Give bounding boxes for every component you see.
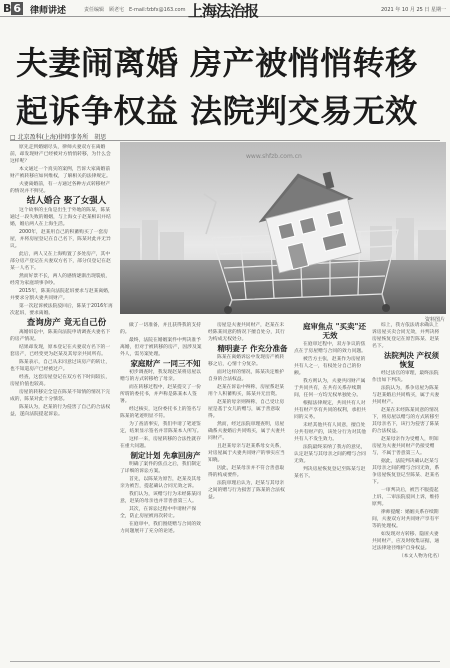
- body-paragraph: 我们认为，该赠与行为未经陈某同意，赵某的母亲也并非善意第三人。: [120, 492, 201, 504]
- body-paragraph: 而在转移过程中，赵某提交了一份所谓的委托书，并声称是陈某本人签署。: [120, 385, 201, 404]
- body-paragraph: 明确了案件的焦点之后，我们制定了详细的诉讼方案。: [120, 462, 201, 474]
- page-header: [0, 0, 450, 20]
- photo-credit: 资料图片: [424, 317, 445, 323]
- body-paragraph: 最终，法院在婚姻案件中判决准予离婚，但对于被转移的房产，因涉及案外人，需另案处理。: [120, 338, 202, 357]
- article-column-5: [372, 322, 442, 656]
- body-paragraph: 陈某表示，自己从未同意过该房产的转让，也不知道房产已经被过户。: [10, 360, 111, 372]
- body-paragraph: 然而好景不长，两人的感情逐渐出现裂痕，经常为家庭琐事争吵。: [10, 274, 111, 286]
- body-paragraph: 面对这样的情况，陈某决定维护自身的合法权益。: [208, 370, 285, 382]
- body-paragraph: 在庭审过程中，双方争议的焦点在于房屋赠与合同的效力问题。: [294, 342, 366, 354]
- article-column-2: [120, 322, 202, 656]
- body-paragraph: 律师提醒：婚姻关系存续期间，夫妻双方对共同财产享有平等的处理权。: [372, 510, 440, 529]
- body-paragraph: 法院认为，系争房屋为陈某与赵某婚后共同购买，属于夫妻共同财产。: [372, 386, 440, 405]
- body-paragraph: 然而，经过法院审理查明，房屋确系夫妻婚后共同购买，属于夫妻共同财产。: [208, 422, 285, 441]
- body-paragraph: 房屋是夫妻共同财产，赵某在未经陈某同意的情况下擅自处分，其行为构成无权处分。: [208, 323, 285, 342]
- publication-date: 2021 年 10 月 25 日 星期一: [381, 7, 446, 13]
- headline-line-2: 起诉争权益 法院判交易无效: [16, 92, 418, 130]
- body-paragraph: 2015年，陈某向法院起诉要求与赵某离婚，并要求分割夫妻共同财产。: [10, 289, 113, 301]
- body-paragraph: 因此，赵某母亲并不符合善意取得的构成要件。: [208, 466, 285, 478]
- house-cart-photo: [120, 142, 446, 314]
- body-paragraph: 此后，两人又在上海购置了多处房产，其中部分房产登记在夫妻双方名下，部分仅登记在赵某一人名下。: [10, 252, 111, 271]
- body-paragraph: 2000年，赵某用自己的积蓄购买了一套房屋，并将房屋登记在自己名下，陈某对此并无异议。: [10, 230, 111, 249]
- footer-rule: [10, 661, 440, 665]
- subheading: 庭审焦点 "买卖"还无效: [303, 322, 366, 340]
- subheading: 精明妻子 作充分准备: [217, 344, 288, 353]
- body-paragraph: 法院审理后认为，赵某与其母亲之间的赠与行为损害了陈某的合法权益。: [208, 481, 285, 500]
- body-paragraph: 其次，在诉讼过程中申请财产保全，防止房屋被再次转让。: [120, 507, 197, 519]
- body-paragraph: 如发现对方转移、隐匿夫妻共同财产，应及时收集证据，通过法律途径维护自身权益。: [372, 532, 440, 551]
- subheading: 结人婚合 娶了女强人: [26, 196, 107, 206]
- body-paragraph: 判决房屋恢复登记至陈某与赵某名下。: [294, 467, 366, 479]
- body-paragraph: 经过核实，这份委托书上的签名与陈某的笔迹明显不符。: [120, 407, 201, 419]
- body-paragraph: 房屋的转移完全是在陈某不知情的情况下完成的，陈某对此十分愤怒。: [10, 390, 111, 402]
- body-paragraph: 陈某认为，赵某的行为侵害了自己的合法权益，遂向法院提起诉讼。: [10, 405, 111, 417]
- lead-paragraph: 本文通过一个真实的案例，告诉大家离婚前财产被转移应如何维权，了解相关的法律规定。: [10, 167, 111, 179]
- article-column-1: [10, 144, 114, 656]
- subheading: 法院判决 产权须恢复: [383, 351, 440, 369]
- lead-paragraph: 原先走到婚姻尽头，律师夫妻双方在离婚前，却发现财产已经被对方悄悄转移，为什么会这样呢？: [10, 145, 111, 164]
- lead-paragraph: 夫妻离婚前，有一方通过各种方式转移财产的情况并不鲜见。: [10, 182, 111, 194]
- body-paragraph: 首先，以陈某为原告，赵某及其母亲为被告，提起确认合同无效之诉。: [120, 477, 201, 489]
- body-paragraph: 离婚诉讼中，陈某向法院申请调查夫妻名下的房产情况。: [10, 330, 111, 342]
- headline-line-1: 夫妻闹离婚 房产被悄悄转移: [16, 44, 418, 82]
- body-paragraph: 这个故事的主角是出生于外地的陈某，陈某通过一段失败的婚姻，与上海女子赵某相识并结婚，婚后两人在上海生活。: [10, 208, 111, 227]
- body-paragraph: 经查，这套房屋登记在双方名下时间较长，房屋价值也较高。: [10, 375, 111, 387]
- article-column-3: [208, 322, 288, 656]
- masthead-logo: 上海法治报: [188, 2, 259, 20]
- body-paragraph: 赵某母亲作为受赠人，明知房屋为夫妻共同财产仍接受赠与，不属于善意第三人。: [372, 437, 439, 456]
- editor-info: 责任编辑 顾老宅 E-mail:fzbfx@163.com: [84, 7, 186, 13]
- body-paragraph: 经过法官的审理，最终法院作出如下判决。: [372, 371, 439, 383]
- body-paragraph: 为了查清事实，我们申请了笔迹鉴定，结果显示签名并非陈某本人所写。: [120, 422, 202, 434]
- body-paragraph: 且赵某母亲与赵某系母女关系，对房屋属于夫妻共同财产的事实应当知晓。: [208, 444, 285, 463]
- article-signature: （本文人物为化名）: [398, 554, 442, 559]
- body-paragraph: 未经其他共有人同意，擅自处分共有财产的，该处分行为对其他共有人不发生效力。: [294, 423, 366, 442]
- body-paragraph: 陈某在离婚诉讼中发现房产被转移之后，心情十分复杂。: [208, 355, 285, 367]
- body-paragraph: 综上，我方依法请求确认上诉房屋买卖合同无效，并判决将房屋恢复登记在原告陈某、赵某名下。: [372, 323, 440, 349]
- subheading: 查询房产 竟无自己份: [26, 318, 107, 328]
- body-paragraph: 初步调查时，我发现赵某将房屋以赠与的方式转移给了母亲。: [120, 370, 201, 382]
- section-title: 律师讲述: [30, 6, 67, 16]
- body-paragraph: 赵某的母亲则辩称，自己受让房屋是基于女儿的赠与，属于善意取得。: [208, 400, 285, 419]
- body-paragraph: 赵某在诉讼中辩称，房屋系赵某用个人积蓄购买，陈某并无出资。: [208, 385, 285, 397]
- body-paragraph: 根据法律规定，共同共有人对共有财产享有共同的权利，承担共同的义务。: [294, 401, 366, 420]
- subheading: 制定计划 先拿回房产: [130, 451, 201, 460]
- body-paragraph: 在庭审中，我们围绕赠与合同的效力问题展开了充分的论述。: [120, 522, 201, 534]
- body-paragraph: 法院最终采纳了我方的意见，认定赵某与其母亲之间的赠与合同无效。: [294, 445, 366, 464]
- body-paragraph: 做了一切准备，并且获得我的支持的。: [120, 323, 201, 335]
- body-paragraph: 第一次起诉被法院驳回后，陈某于2016年再次起诉，要求离婚。: [10, 304, 113, 316]
- body-paragraph: 据此，法院判决确认赵某与其母亲之间的赠与合同无效，系争房屋恢复登记至陈某、赵某名下。: [372, 459, 440, 485]
- body-paragraph: 结果却发现，原本登记在夫妻双方名下的一套房产，已经变更为赵某及其母亲共同所有。: [10, 345, 111, 357]
- body-paragraph: 被告方主张，赵某作为房屋的共有人之一，有权处分自己的份额。: [294, 357, 366, 376]
- byline: □ 北京盈科(上海)律师事务所 胡思: [10, 134, 107, 141]
- divider: [10, 140, 440, 141]
- body-paragraph: 赵某在未经陈某同意的情况下，将房屋以赠与的方式转移至其母亲名下，该行为侵害了陈某的合法权益。: [372, 408, 440, 434]
- page-number: B 6: [3, 2, 22, 15]
- body-paragraph: 一审判决后，被告不服提起上诉，二审法院驳回上诉，维持原判。: [372, 488, 440, 507]
- body-paragraph: 这样一来，房屋转移的合法性就存在重大问题。: [120, 437, 201, 449]
- photo-watermark: www.shfzb.com.cn: [246, 153, 302, 160]
- body-paragraph: 我方则认为，夫妻共同财产属于共同共有，在共有关系存续期间，任何一方均无权单独处分。: [294, 379, 366, 398]
- article-column-4: [294, 322, 366, 656]
- subheading: 家庭财产 一同三不知: [130, 359, 201, 368]
